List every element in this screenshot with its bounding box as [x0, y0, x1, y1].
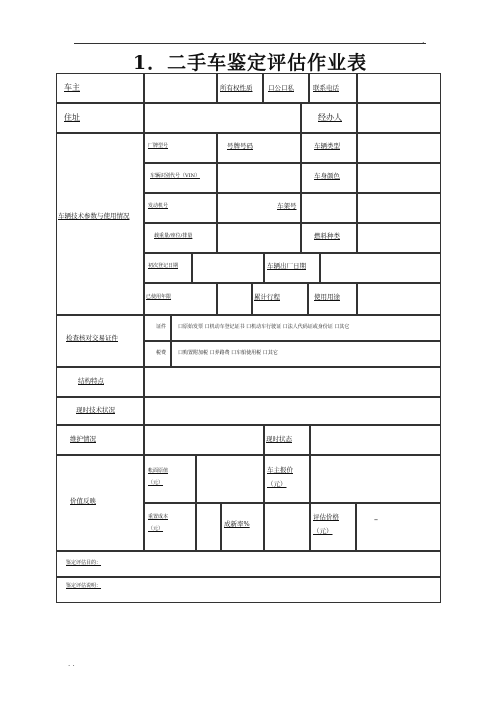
body-color-label: 车身颜色 [314, 172, 340, 180]
assessed-price-mark: – [374, 515, 378, 524]
handler-value-cell[interactable] [357, 103, 441, 133]
first-reg-value-cell[interactable] [192, 253, 264, 283]
notes-cell[interactable] [56, 577, 441, 603]
years-used-value-cell[interactable] [217, 283, 252, 315]
check-docs-label: 检查核对交易证件 [66, 334, 118, 342]
vehicle-params-label: 车辆技术参数与使用情况 [58, 212, 130, 220]
assessed-price-value-cell[interactable] [356, 503, 441, 551]
factory-date-value-cell[interactable] [320, 253, 441, 283]
assessed-price-label: 评估价格 [313, 513, 339, 521]
address-value-cell[interactable] [144, 103, 301, 133]
purpose-cell[interactable] [56, 551, 441, 577]
engine-number-label: 发动机号 [148, 203, 169, 209]
current-state-label: 现时状态 [266, 435, 292, 443]
replacement-cost-unit: （元） [148, 526, 164, 532]
book-value-label: 帐面原值 [148, 468, 169, 474]
address-label: 住址 [64, 113, 80, 122]
first-reg-date-label: 初次登记日期 [148, 263, 179, 269]
owner-label: 车主 [64, 83, 80, 92]
usage-label-cell [357, 283, 441, 315]
purpose-label: 鉴定评估目的： [66, 560, 102, 566]
replacement-cost-label: 重置成本 [148, 514, 169, 520]
structure-label: 结构特点 [78, 377, 104, 385]
fuel-type-value-cell[interactable] [357, 223, 441, 253]
frame-number-label-cell [301, 193, 357, 223]
fuel-type-label: 燃料种类 [314, 232, 340, 240]
owner-value-cell[interactable] [144, 73, 217, 103]
owner-price-value-cell[interactable] [310, 455, 441, 503]
newness-rate-value-cell[interactable] [264, 503, 310, 551]
load-label: 载重量/座位/排量 [154, 233, 193, 239]
factory-date-label: 车辆出厂日期 [267, 262, 306, 270]
current-tech-value-cell[interactable] [144, 397, 441, 425]
maintenance-label: 维护情况 [70, 435, 96, 443]
vehicle-type-label: 车辆类型 [314, 142, 340, 150]
plate-number-label: 号牌号码 [227, 142, 253, 150]
page-title: 1．二手车鉴定评估作业表 [132, 52, 368, 74]
ownership-label: 所有权性质 [220, 84, 253, 92]
book-value-label-cell [144, 455, 196, 503]
book-value-unit: （元） [148, 480, 164, 486]
frame-number-label: 车架号 [277, 202, 297, 210]
vehicle-type-value-cell[interactable] [357, 133, 441, 163]
current-tech-label: 现时技术状况 [76, 406, 115, 414]
taxes-label: 税费 [156, 350, 167, 356]
vehicle-params-cell [56, 133, 144, 315]
appraisal-form [56, 73, 441, 603]
owner-price-unit: （元） [267, 480, 287, 488]
public-private-label[interactable]: 口公口私 [268, 84, 294, 92]
brand-model-label: 厂牌型号 [148, 143, 169, 149]
top-mark: . [422, 36, 425, 45]
certificates-options[interactable]: 口原始发票 口机动车登记证书 口机动车行驶证 口法人代码证或身份证 口其它 [178, 324, 350, 330]
vin-value-cell[interactable] [217, 163, 301, 193]
current-state-value-cell[interactable] [310, 425, 441, 455]
book-value-value-cell[interactable] [196, 455, 264, 503]
taxes-options[interactable]: 口购置附加税 口养路费 口车船使用税 口其它 [178, 350, 278, 356]
bottom-mark: . . [68, 660, 75, 668]
mileage-label: 累计行程 [254, 293, 280, 301]
maintenance-value-cell[interactable] [144, 425, 264, 455]
body-color-value-cell[interactable] [357, 163, 441, 193]
header-rule [74, 43, 426, 44]
contact-phone-label: 联系电话 [313, 84, 339, 92]
load-value-cell[interactable] [217, 223, 301, 253]
usage-label: 使用用途 [314, 293, 340, 301]
vin-label: 车辆识别代号（VIN） [150, 173, 200, 179]
value-reflect-label: 价值反映 [70, 497, 96, 505]
contact-value-cell[interactable] [357, 73, 441, 103]
owner-price-label: 车主报价 [267, 466, 293, 474]
newness-rate-label: 成新率% [224, 520, 250, 528]
structure-value-cell[interactable] [144, 367, 441, 397]
owner-price-label-cell [264, 455, 310, 503]
assessed-price-unit: （元） [313, 527, 333, 535]
handler-label: 经办人 [318, 113, 342, 122]
frame-number-value-cell[interactable] [357, 193, 441, 223]
certificates-label: 证件 [156, 324, 167, 330]
replacement-cost-value-cell[interactable] [196, 503, 221, 551]
years-used-label: 已使用年限 [146, 294, 172, 300]
notes-label: 鉴定评估说明： [66, 583, 102, 589]
